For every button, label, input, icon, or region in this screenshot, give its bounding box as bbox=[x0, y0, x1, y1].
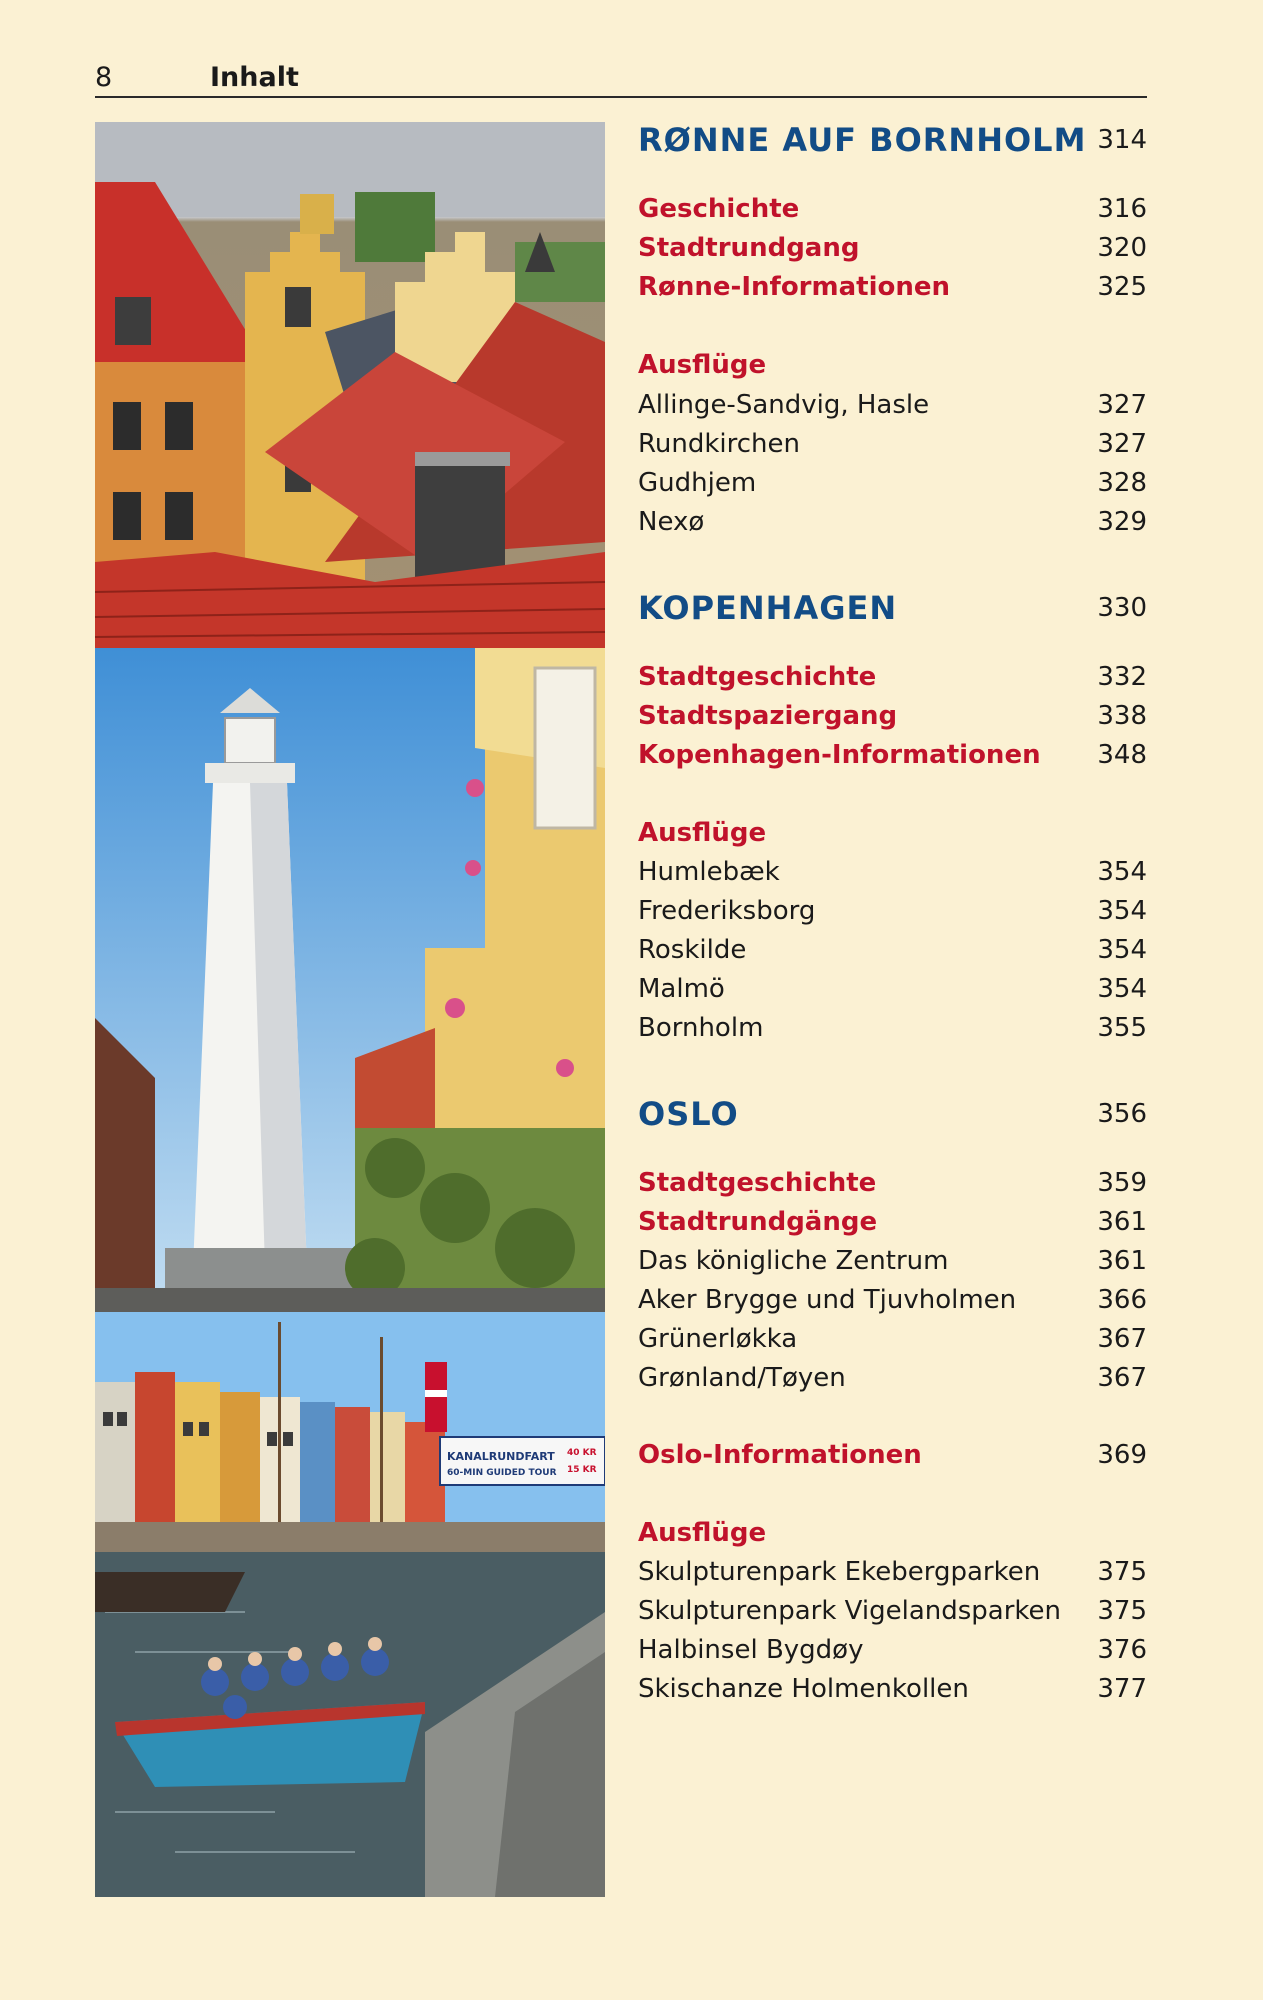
toc-page-number: 356 bbox=[1097, 1099, 1147, 1129]
toc-page-number: 361 bbox=[1097, 1246, 1147, 1276]
toc-entry-label: Aker Brygge und Tjuvholmen bbox=[638, 1285, 1017, 1315]
toc-entry-label: OSLO bbox=[638, 1095, 739, 1133]
page-number: 8 bbox=[95, 62, 113, 93]
toc-page-number: 316 bbox=[1097, 194, 1147, 224]
rooftops-illustration bbox=[95, 122, 605, 648]
toc-entry-label: Das königliche Zentrum bbox=[638, 1246, 949, 1276]
toc-entry-label: Gudhjem bbox=[638, 468, 757, 498]
toc-entry bbox=[638, 464, 1147, 503]
toc-entry-label: Grønland/Tøyen bbox=[638, 1363, 846, 1393]
toc-page-number: 367 bbox=[1097, 1363, 1147, 1393]
toc-section-heading bbox=[638, 586, 1147, 630]
toc-page-number: 327 bbox=[1097, 429, 1147, 459]
toc-page-number: 355 bbox=[1097, 1013, 1147, 1043]
toc-entry-label: Rønne-Informationen bbox=[638, 272, 950, 302]
toc-entry-label: Ausflüge bbox=[638, 350, 767, 380]
toc-chapter-entry bbox=[638, 229, 1147, 268]
toc-entry bbox=[638, 1009, 1147, 1048]
toc-page-number: 325 bbox=[1097, 272, 1147, 302]
toc-entry bbox=[638, 1670, 1147, 1709]
toc-page-number: 327 bbox=[1097, 390, 1147, 420]
toc-entry bbox=[638, 853, 1147, 892]
toc-section-heading bbox=[638, 118, 1147, 162]
toc-page-number: 348 bbox=[1097, 740, 1147, 770]
toc-entry bbox=[638, 892, 1147, 931]
toc-entry-label: Frederiksborg bbox=[638, 896, 816, 926]
toc-chapter-entry bbox=[638, 268, 1147, 307]
toc-entry bbox=[638, 1592, 1147, 1631]
toc-entry-label: Roskilde bbox=[638, 935, 747, 965]
toc-page-number: 328 bbox=[1097, 468, 1147, 498]
toc-chapter-entry bbox=[638, 190, 1147, 229]
toc-entry-label: Stadtgeschichte bbox=[638, 662, 877, 692]
photo-column bbox=[95, 122, 605, 1897]
toc-entry bbox=[638, 1320, 1147, 1359]
nyhavn-illustration bbox=[95, 1312, 605, 1897]
toc-entry-label: Malmö bbox=[638, 974, 725, 1004]
toc-entry bbox=[638, 1242, 1147, 1281]
toc-page-number: 369 bbox=[1097, 1440, 1147, 1470]
toc-entry-label: Skulpturenpark Vigelandsparken bbox=[638, 1596, 1062, 1626]
toc-chapter-entry bbox=[638, 346, 1147, 385]
toc-page-number: 367 bbox=[1097, 1324, 1147, 1354]
toc-page-number: 359 bbox=[1097, 1168, 1147, 1198]
toc-entry-label: Allinge-Sandvig, Hasle bbox=[638, 390, 930, 420]
toc-entry-label: Stadtrundgänge bbox=[638, 1207, 878, 1237]
photo-nyhavn bbox=[95, 1312, 605, 1897]
toc-entry bbox=[638, 386, 1147, 425]
toc-entry-label: Stadtspaziergang bbox=[638, 701, 898, 731]
toc-entry-label: Humlebæk bbox=[638, 857, 780, 887]
sign-price1: 40 KR bbox=[567, 1448, 597, 1458]
toc-entry-label: Halbinsel Bygdøy bbox=[638, 1635, 864, 1665]
toc-entry-label: Stadtrundgang bbox=[638, 233, 860, 263]
toc-page-number: 314 bbox=[1097, 125, 1147, 155]
toc-entry-label: Grünerløkka bbox=[638, 1324, 798, 1354]
toc-page-number: 354 bbox=[1097, 857, 1147, 887]
toc-page-number: 330 bbox=[1097, 593, 1147, 623]
toc-entry-label: Bornholm bbox=[638, 1013, 764, 1043]
toc-entry bbox=[638, 503, 1147, 542]
toc-entry bbox=[638, 970, 1147, 1009]
toc-page-number: 320 bbox=[1097, 233, 1147, 263]
toc-page-number: 354 bbox=[1097, 974, 1147, 1004]
toc-chapter-entry bbox=[638, 736, 1147, 775]
toc-entry bbox=[638, 1359, 1147, 1398]
toc-entry-label: KOPENHAGEN bbox=[638, 589, 898, 627]
toc-chapter-entry bbox=[638, 1164, 1147, 1203]
toc-entry bbox=[638, 1631, 1147, 1670]
toc-chapter-entry bbox=[638, 658, 1147, 697]
toc-page-number: 376 bbox=[1097, 1635, 1147, 1665]
toc-entry bbox=[638, 1553, 1147, 1592]
sign-line1: KANALRUNDFART bbox=[447, 1450, 555, 1463]
photo-lighthouse bbox=[95, 648, 605, 1312]
toc-entry-label: Geschichte bbox=[638, 194, 800, 224]
toc-entry-label: Nexø bbox=[638, 507, 705, 537]
toc-page-number: 354 bbox=[1097, 935, 1147, 965]
toc-chapter-entry bbox=[638, 1514, 1147, 1553]
toc-entry-label: Oslo-Informationen bbox=[638, 1440, 922, 1470]
toc-entry bbox=[638, 425, 1147, 464]
toc-page-number: 338 bbox=[1097, 701, 1147, 731]
toc-section-heading bbox=[638, 1092, 1147, 1136]
toc-entry-label: RØNNE AUF BORNHOLM bbox=[638, 121, 1087, 159]
toc-entry-label: Stadtgeschichte bbox=[638, 1168, 877, 1198]
toc-chapter-entry bbox=[638, 1436, 1147, 1475]
page-title: Inhalt bbox=[210, 62, 299, 93]
toc-chapter-entry bbox=[638, 697, 1147, 736]
toc-entry-label: Ausflüge bbox=[638, 818, 767, 848]
photo-ronne-rooftops bbox=[95, 122, 605, 648]
toc-entry-label: Skulpturenpark Ekebergparken bbox=[638, 1557, 1041, 1587]
toc-page-number: 375 bbox=[1097, 1557, 1147, 1587]
toc-page-number: 377 bbox=[1097, 1674, 1147, 1704]
sign-line2: 60-MIN GUIDED TOUR bbox=[447, 1468, 557, 1478]
toc-page-number: 354 bbox=[1097, 896, 1147, 926]
lighthouse-illustration bbox=[95, 648, 605, 1312]
page-header bbox=[95, 62, 1147, 98]
toc-chapter-entry bbox=[638, 1203, 1147, 1242]
toc-entry bbox=[638, 931, 1147, 970]
toc-entry bbox=[638, 1281, 1147, 1320]
toc-entry-label: Rundkirchen bbox=[638, 429, 801, 459]
toc-page-number: 375 bbox=[1097, 1596, 1147, 1626]
toc-page-number: 332 bbox=[1097, 662, 1147, 692]
toc-entry-label: Skischanze Holmenkollen bbox=[638, 1674, 969, 1704]
toc-page-number: 361 bbox=[1097, 1207, 1147, 1237]
toc-page-number: 329 bbox=[1097, 507, 1147, 537]
toc-page-number: 366 bbox=[1097, 1285, 1147, 1315]
sign-price2: 15 KR bbox=[567, 1465, 597, 1475]
toc-entry-label: Kopenhagen-Informationen bbox=[638, 740, 1041, 770]
toc-chapter-entry bbox=[638, 814, 1147, 853]
toc-entry-label: Ausflüge bbox=[638, 1518, 767, 1548]
